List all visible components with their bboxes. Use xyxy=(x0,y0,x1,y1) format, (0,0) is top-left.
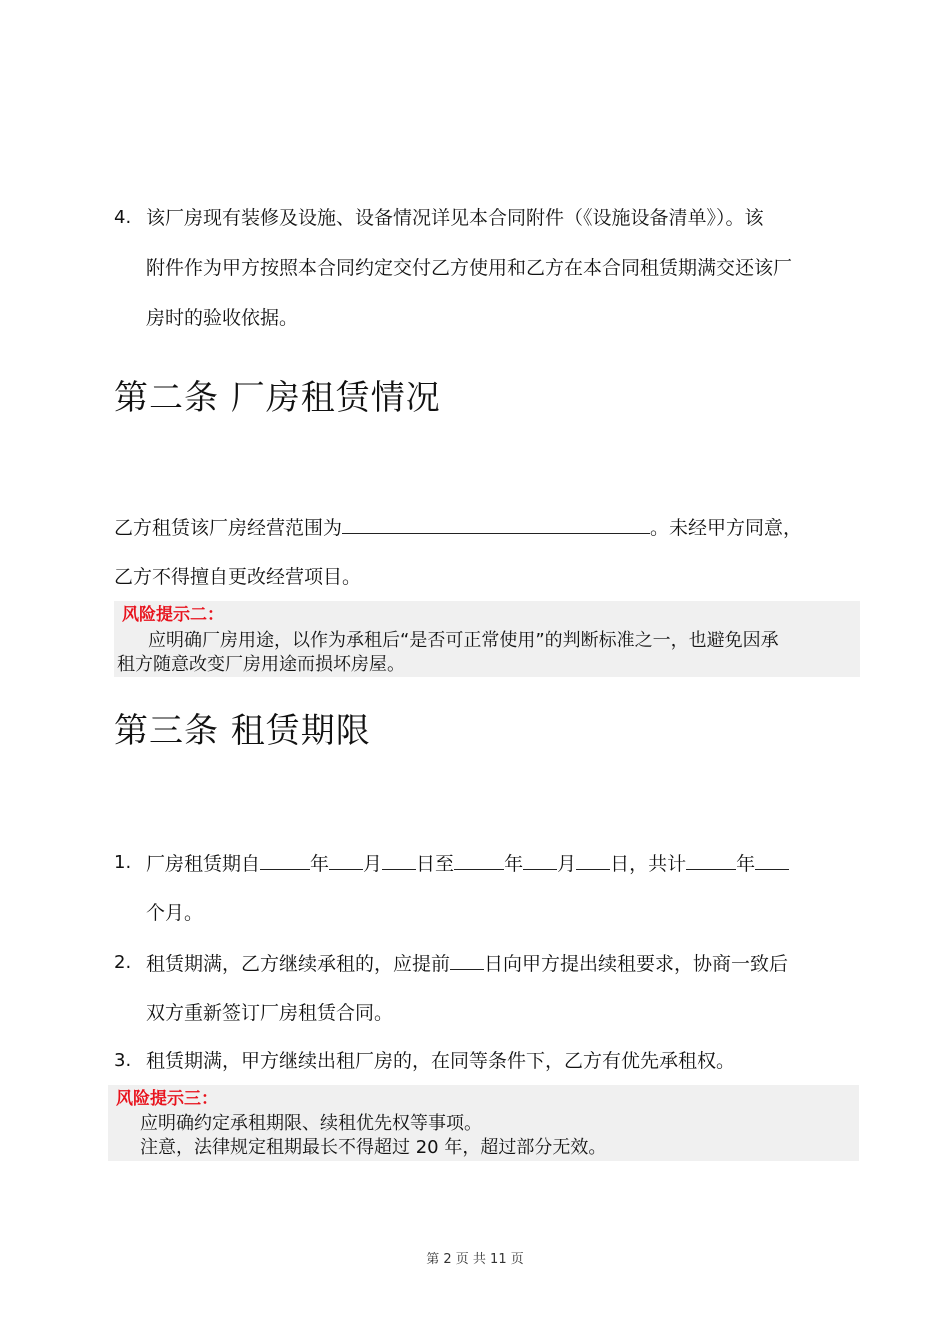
paragraph-text: 租赁期满，乙方继续承租的，应提前 xyxy=(146,953,451,975)
paragraph-text: 乙方租赁该厂房经营范围为 xyxy=(114,517,343,539)
paragraph-line: 个月。 xyxy=(146,902,204,924)
fill-in-blank[interactable] xyxy=(382,851,416,870)
paragraph-text: 。未经甲方同意， xyxy=(650,517,803,539)
risk-notice-title: 风险提示二： xyxy=(122,605,224,625)
paragraph-text: 年 xyxy=(504,853,524,875)
fill-in-blank[interactable] xyxy=(686,851,736,870)
fill-in-blank[interactable] xyxy=(576,851,610,870)
fill-in-blank[interactable] xyxy=(454,851,504,870)
paragraph-line: 该厂房现有装修及设施、设备情况详见本合同附件（《设施设备清单》）。该 xyxy=(146,207,764,229)
risk-notice-line: 注意，法律规定租期最长不得超过 20 年，超过部分无效。 xyxy=(140,1137,607,1158)
paragraph-line: 房时的验收依据。 xyxy=(146,307,299,329)
paragraph-text: 年 xyxy=(736,853,756,875)
risk-notice-box xyxy=(114,601,860,677)
list-number: 1. xyxy=(114,852,132,873)
paragraph-text: 月 xyxy=(363,853,383,875)
paragraph-text: 日，共计 xyxy=(610,853,687,875)
fill-in-blank[interactable] xyxy=(755,851,789,870)
paragraph-line: 乙方不得擅自更改经营项目。 xyxy=(114,566,362,588)
paragraph-text: 厂房租赁期自 xyxy=(146,853,261,875)
page-number-footer: 第 2 页 共 11 页 xyxy=(426,1252,524,1267)
paragraph-text: 日至 xyxy=(416,853,455,875)
fill-in-blank[interactable] xyxy=(523,851,557,870)
fill-in-blank[interactable] xyxy=(260,851,310,870)
paragraph-text: 月 xyxy=(557,853,577,875)
risk-notice-line: 租方随意改变厂房用途而损坏房屋。 xyxy=(117,654,405,675)
risk-notice-title: 风险提示三： xyxy=(116,1089,218,1109)
paragraph-text: 年 xyxy=(310,853,330,875)
risk-notice-line: 应明确厂房用途，以作为承租后“是否可正常使用”的判断标准之一，也避免因承 xyxy=(148,630,779,651)
paragraph-text: 日向甲方提出续租要求，协商一致后 xyxy=(484,953,789,975)
fill-in-blank[interactable] xyxy=(450,951,484,970)
paragraph-line: 附件作为甲方按照本合同约定交付乙方使用和乙方在本合同租赁期满交还该厂 xyxy=(146,257,793,279)
risk-notice-box xyxy=(108,1085,859,1161)
paragraph-line xyxy=(114,515,802,540)
list-number: 3. xyxy=(114,1050,132,1071)
fill-in-blank[interactable] xyxy=(342,515,650,534)
paragraph-line xyxy=(146,951,788,976)
list-number: 2. xyxy=(114,952,132,973)
list-number: 4. xyxy=(114,207,132,228)
section-heading: 第三条 租赁期限 xyxy=(114,711,371,751)
paragraph-line: 租赁期满，甲方继续出租厂房的，在同等条件下，乙方有优先承租权。 xyxy=(146,1050,736,1072)
section-heading: 第二条 厂房租赁情况 xyxy=(114,378,441,418)
paragraph-line xyxy=(146,851,789,876)
risk-notice-line: 应明确约定承租期限、续租优先权等事项。 xyxy=(140,1113,482,1134)
paragraph-line: 双方重新签订厂房租赁合同。 xyxy=(146,1002,394,1024)
fill-in-blank[interactable] xyxy=(329,851,363,870)
